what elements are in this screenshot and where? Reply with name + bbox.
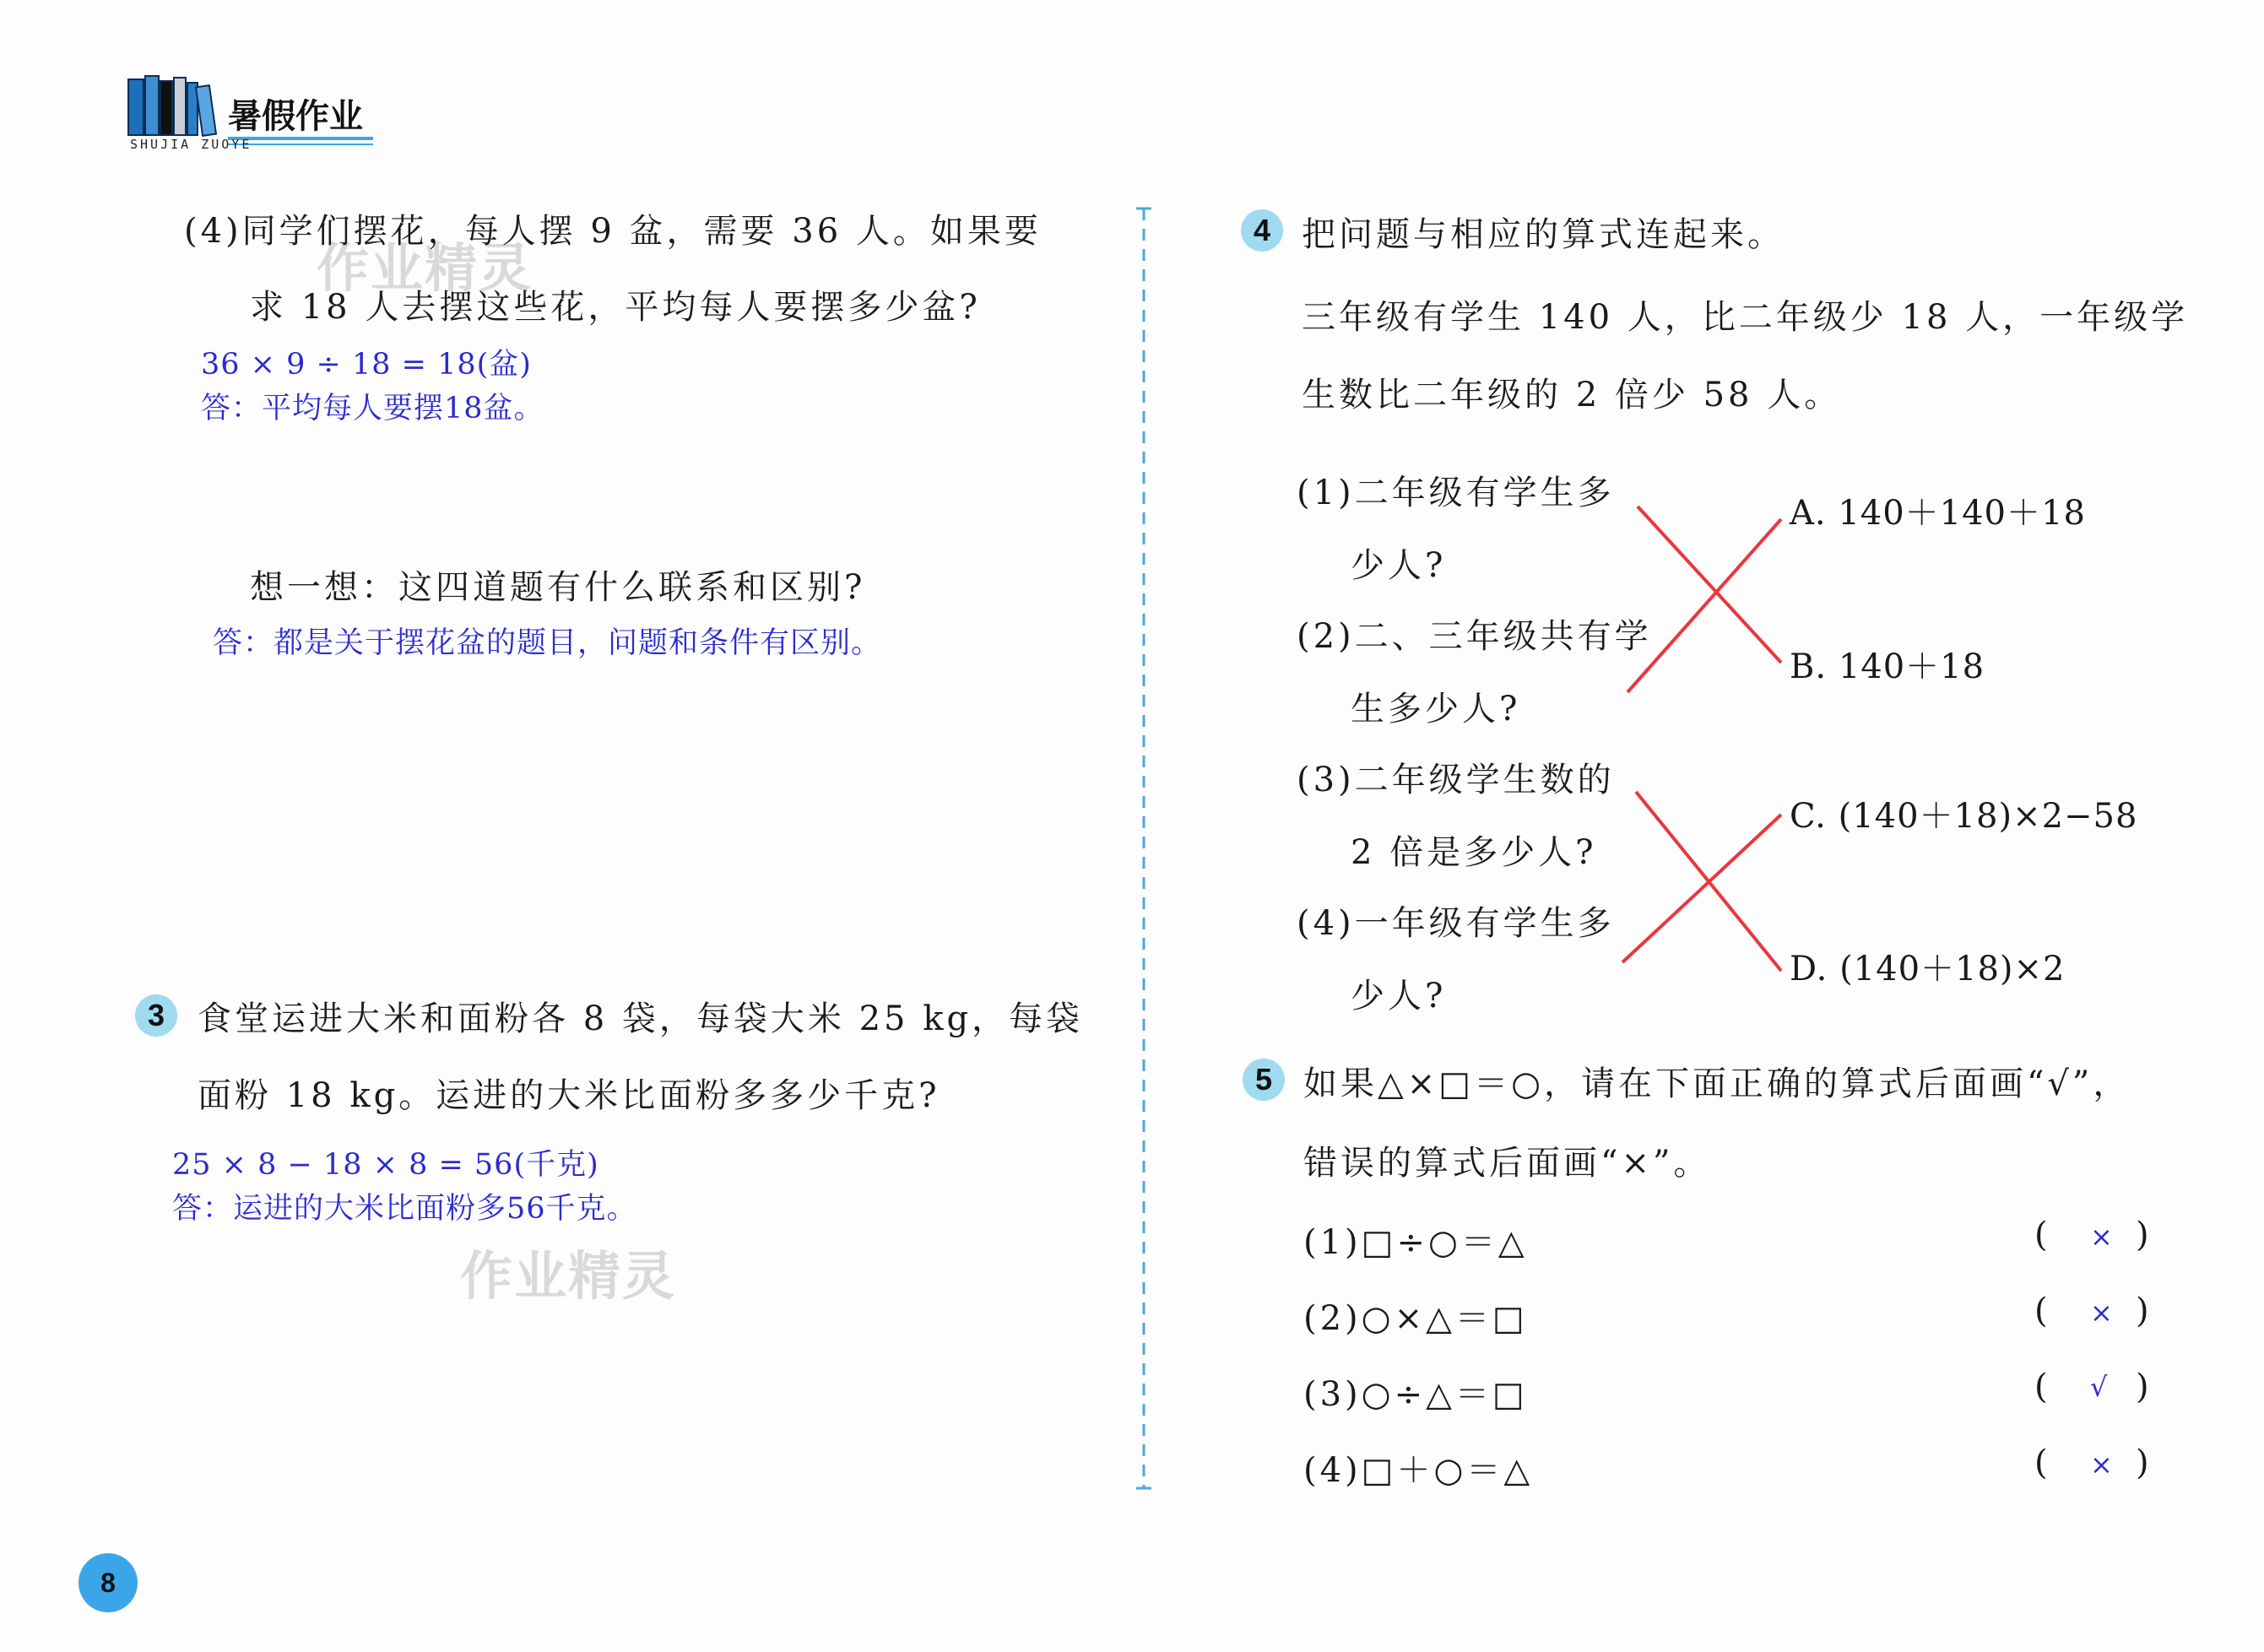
- watermark: 作业精灵: [460, 1245, 677, 1307]
- question-5-line-2: 错误的算式后面画“×”。: [1303, 1144, 1711, 1183]
- judge-mark: √: [2090, 1371, 2108, 1403]
- question-4-desc-1: 三年级有学生 140 人，比二年级少 18 人，一年级学: [1302, 298, 2189, 337]
- header-subtitle: SHUJIA ZUOYE: [130, 137, 252, 152]
- paren-open: (: [2034, 1368, 2048, 1406]
- question-badge-3: 3: [135, 994, 177, 1037]
- question-3-line-1: 食堂运进大米和面粉各 8 袋，每袋大米 25 kg，每袋: [198, 999, 1084, 1038]
- page-number: 8: [79, 1553, 138, 1612]
- question-4-desc-2: 生数比二年级的 2 倍少 58 人。: [1302, 376, 1842, 414]
- question-badge-5: 5: [1243, 1059, 1285, 1101]
- match-question-line: 少人?: [1351, 977, 1447, 1016]
- question-5-line-1: 如果△×□＝○，请在下面正确的算式后面画“√”，: [1303, 1064, 2131, 1103]
- paren-close: ): [2136, 1443, 2149, 1482]
- judge-mark: ×: [2090, 1297, 2113, 1329]
- answer-text: 答：平均每人要摆18盆。: [201, 392, 544, 425]
- paren-close: ): [2136, 1216, 2149, 1254]
- header-title: 暑假作业: [228, 97, 363, 136]
- watermark: 作业精灵: [317, 237, 534, 299]
- match-question-line: (3)二年级学生数的: [1297, 761, 1615, 799]
- judge-mark: ×: [2090, 1221, 2113, 1253]
- question-4-line-2: 求 18 人去摆这些花，平均每人要摆多少盆?: [250, 288, 981, 327]
- answer-formula: 25 × 8 − 18 × 8 = 56(千克): [172, 1148, 599, 1182]
- paren-open: (: [2034, 1443, 2048, 1482]
- question-badge-4: 4: [1241, 209, 1283, 252]
- answer-formula: 36 × 9 ÷ 18 = 18(盆): [201, 348, 532, 382]
- think-answer: 答：都是关于摆花盆的题目，问题和条件有区别。: [213, 626, 882, 660]
- match-question-line: 生多少人?: [1351, 690, 1521, 729]
- match-question-line: (2)二、三年级共有学: [1297, 617, 1652, 656]
- books-icon: [127, 73, 219, 140]
- match-line-1-b: [1638, 506, 1781, 663]
- paren-close: ): [2136, 1368, 2149, 1406]
- paren-close: ): [2136, 1292, 2149, 1330]
- match-question-line: 少人?: [1351, 546, 1447, 585]
- paren-open: (: [2034, 1216, 2048, 1254]
- paren-open: (: [2034, 1292, 2048, 1330]
- judge-expression: (2)○×△＝□: [1303, 1299, 1528, 1338]
- judge-expression: (1)□÷○＝△: [1303, 1223, 1528, 1262]
- match-lines: [1604, 490, 1806, 996]
- match-option-d: D. (140＋18)×2: [1790, 950, 2066, 988]
- question-3-line-2: 面粉 18 kg。运进的大米比面粉多多少千克?: [198, 1076, 940, 1115]
- match-question-line: (1)二年级有学生多: [1297, 474, 1615, 512]
- answer-text: 答：运进的大米比面粉多56千克。: [172, 1192, 637, 1226]
- match-question-line: (4)一年级有学生多: [1297, 904, 1615, 943]
- match-option-a: A. 140＋140＋18: [1790, 494, 2086, 533]
- match-line-2-a: [1628, 519, 1781, 692]
- question-4-line-1: (4)同学们摆花，每人摆 9 盆，需要 36 人。如果要: [184, 212, 1042, 251]
- judge-mark: ×: [2090, 1449, 2113, 1481]
- match-option-c: C. (140＋18)×2−58: [1790, 797, 2138, 836]
- judge-expression: (4)□＋○＝△: [1303, 1451, 1534, 1490]
- match-question-line: 2 倍是多少人?: [1351, 833, 1597, 872]
- header-logo: [127, 69, 380, 154]
- think-prompt: 想一想：这四道题有什么联系和区别?: [250, 568, 866, 607]
- judge-expression: (3)○÷△＝□: [1303, 1375, 1528, 1414]
- column-divider: [1131, 207, 1156, 1490]
- question-4-title: 把问题与相应的算式连起来。: [1302, 215, 1785, 254]
- match-option-b: B. 140＋18: [1790, 647, 1985, 686]
